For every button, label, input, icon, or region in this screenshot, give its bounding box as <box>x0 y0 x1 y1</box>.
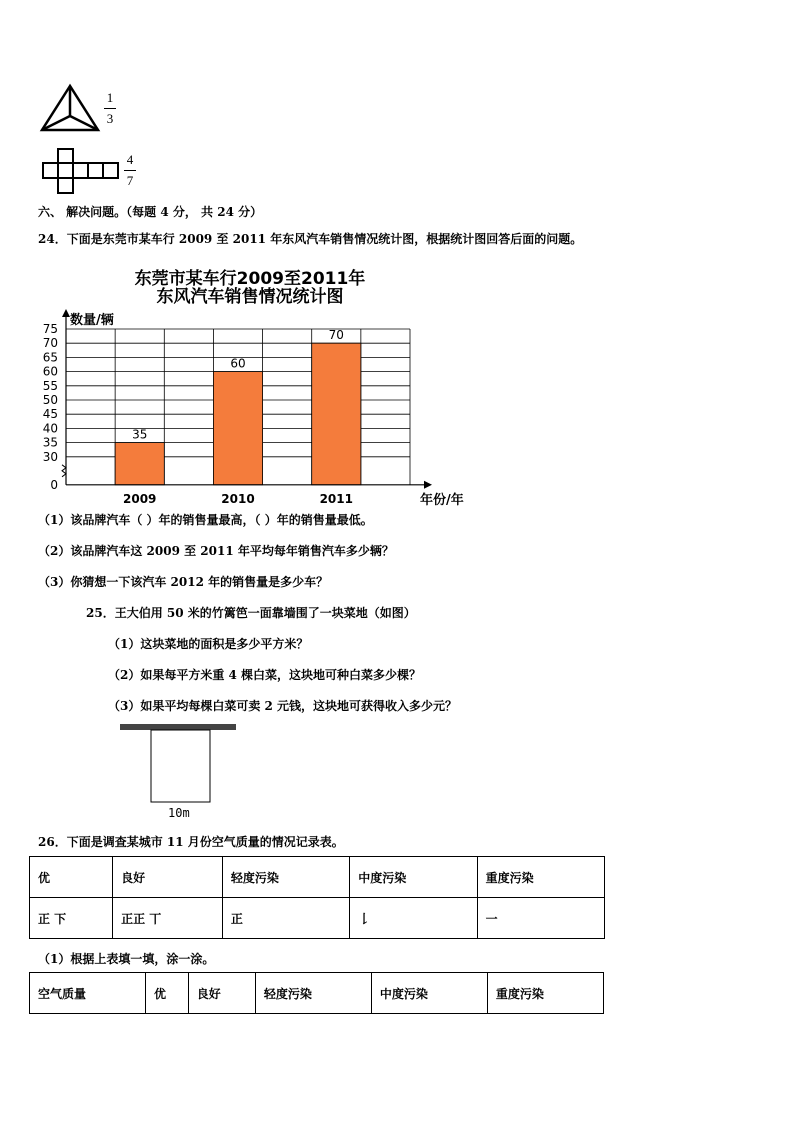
tally-cell: 正正 丅 <box>113 898 223 939</box>
table-cell: 中度污染 <box>350 857 477 898</box>
x-tick-label: 2010 <box>221 491 255 506</box>
y-tick-label: 65 <box>42 350 58 365</box>
y-tick-label: 45 <box>42 407 58 422</box>
air-quality-row <box>30 973 604 1014</box>
y-tick-label: 70 <box>42 336 58 351</box>
triangle-figure <box>40 84 100 132</box>
table-cell: 重度污染 <box>477 857 604 898</box>
tally-table <box>29 856 605 939</box>
question-25-sub3: （3）如果平均每棵白菜可卖 2 元钱，这块地可获得收入多少元？ <box>108 699 458 713</box>
wall <box>120 724 236 730</box>
y-tick-label: 30 <box>42 449 58 464</box>
section-heading: 六、 解决问题。（每题 4 分， 共 24 分） <box>38 205 263 219</box>
tally-cell: 正 下 <box>30 898 113 939</box>
table-cell: 良好 <box>113 857 223 898</box>
question-24-sub1: （1）该品牌汽车（ ）年的销售量最高，（ ）年的销售量最低。 <box>38 513 373 527</box>
bar-value-label: 35 <box>132 427 148 442</box>
question-25-sub2: （2）如果每平方米重 4 棵白菜，这块地可种白菜多少棵？ <box>108 668 422 682</box>
x-tick-label: 2009 <box>123 491 157 506</box>
fraction-one-third <box>104 90 116 127</box>
fraction-denominator: 7 <box>126 173 134 188</box>
table-cell: 轻度污染 <box>222 857 349 898</box>
table-cell: 轻度污染 <box>255 973 371 1014</box>
cube-net-figure <box>42 148 122 194</box>
y-axis-arrow <box>62 309 70 317</box>
fraction-denominator: 3 <box>106 111 114 126</box>
question-25-sub1: （1）这块菜地的面积是多少平方米？ <box>108 637 309 651</box>
table-cell: 空气质量 <box>30 973 146 1014</box>
y-tick-label: 40 <box>42 421 58 436</box>
table-cell: 中度污染 <box>371 973 487 1014</box>
chart-bar <box>213 372 262 485</box>
tally-cell: 一 <box>477 898 604 939</box>
table-cell: 优 <box>146 973 189 1014</box>
x-axis-label: 年份/年 <box>420 492 464 508</box>
chart-title-line1: 东莞市某车行2009至2011年 <box>134 269 366 289</box>
fraction-bar <box>104 108 116 109</box>
y-tick-label: 50 <box>42 393 58 407</box>
y-tick-label: 75 <box>42 322 58 336</box>
chart-title <box>60 270 440 306</box>
chart-bar <box>115 443 164 485</box>
question-24-sub3: （3）你猜想一下该汽车 2012 年的销售量是多少车？ <box>38 575 329 589</box>
table-cell: 良好 <box>188 973 255 1014</box>
bar-value-label: 60 <box>230 356 246 371</box>
tally-cell: 正 <box>222 898 349 939</box>
chart-title-line2: 东风汽车销售情况统计图 <box>156 287 344 307</box>
x-axis-arrow <box>424 481 432 489</box>
x-tick-label: 2011 <box>319 491 353 506</box>
garden-width-label: 10m <box>168 806 190 820</box>
fraction-bar <box>124 170 136 171</box>
y-tick-label: 55 <box>42 378 58 393</box>
tally-table-header-row <box>30 857 605 898</box>
fraction-four-sevenths <box>124 152 136 189</box>
tally-cell: 𠄌 <box>350 898 477 939</box>
fraction-numerator: 4 <box>126 152 134 167</box>
y-tick-label: 0 <box>50 477 58 492</box>
table-cell: 优 <box>30 857 113 898</box>
question-25-text: 25．王大伯用 50 米的竹篱笆一面靠墙围了一块菜地（如图） <box>86 606 416 620</box>
tally-table-row <box>30 898 605 939</box>
chart-bar <box>312 343 361 485</box>
y-axis-label: 数量/辆 <box>70 313 114 328</box>
question-24-text: 24．下面是东莞市某车行 2009 至 2011 年东风汽车销售情况统计图，根据统计图回答后面的问题。 <box>38 232 583 246</box>
question-26-text: 26．下面是调查某城市 11 月份空气质量的情况记录表。 <box>38 835 344 849</box>
table-cell: 重度污染 <box>487 973 603 1014</box>
y-tick-label: 60 <box>42 364 58 379</box>
bar-chart <box>30 305 470 508</box>
air-quality-table <box>29 972 604 1014</box>
bar-value-label: 70 <box>328 328 344 343</box>
question-24-sub2: （2）该品牌汽车这 2009 至 2011 年平均每年销售汽车多少辆？ <box>38 544 394 558</box>
fraction-numerator: 1 <box>106 90 114 105</box>
question-26-sub1: （1）根据上表填一填，涂一涂。 <box>38 952 215 966</box>
y-tick-label: 35 <box>42 435 58 450</box>
